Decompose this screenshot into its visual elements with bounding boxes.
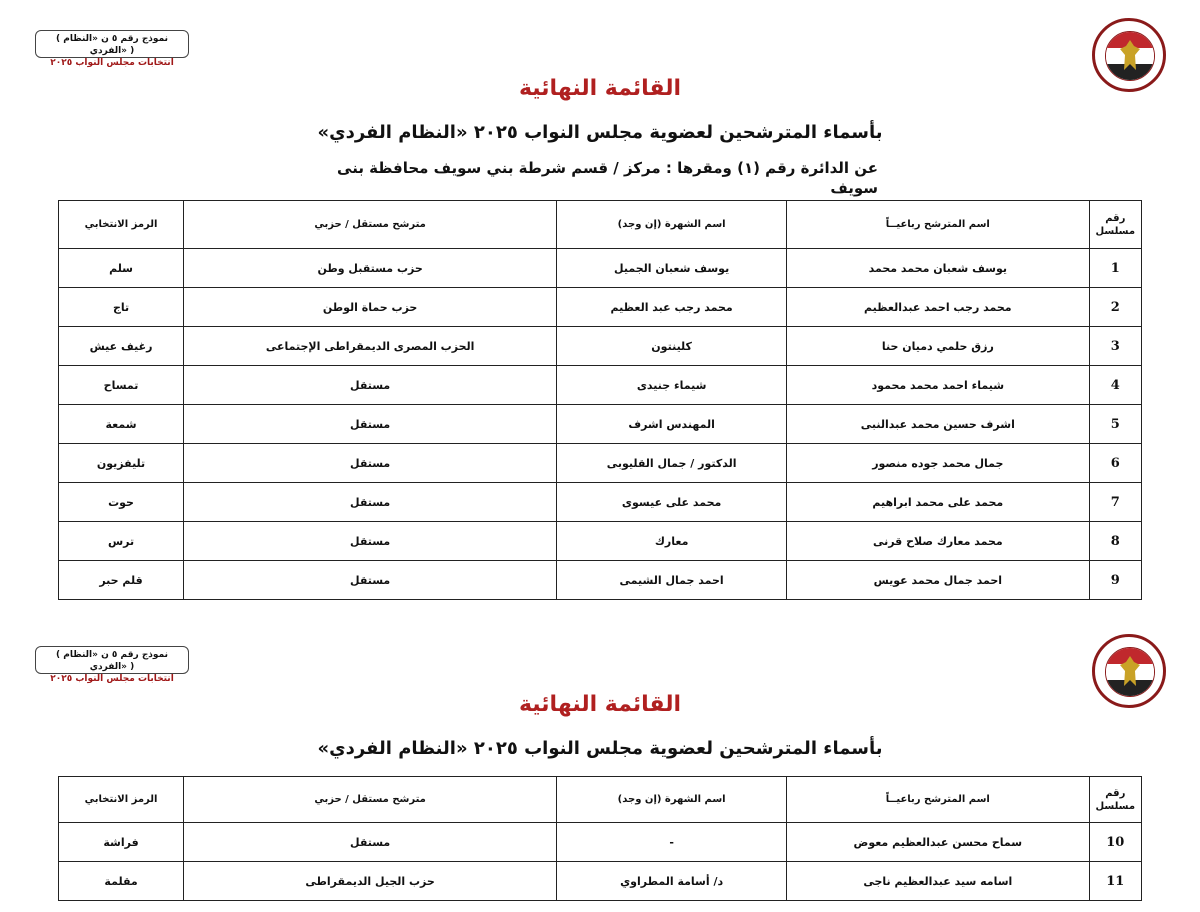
cell-symbol: قلم حبر (59, 561, 184, 600)
page-title-2: القائمة النهائية (518, 692, 682, 717)
district-info: عن الدائرة رقم (١) ومقرها : مركز / قسم شرطة بني سويف محافظة بنى سويف (337, 159, 878, 197)
cell-name: جمال محمد جوده منصور (787, 444, 1090, 483)
cell-symbol: تمساح (59, 366, 184, 405)
form-number-label-2: ( نموذج رقم ٥ ن «النظام الفردي» ) (56, 650, 168, 672)
cell-party: حزب مستقبل وطن (184, 249, 557, 288)
cell-serial: 5 (1089, 405, 1141, 444)
table-row (59, 522, 1142, 561)
table-row (59, 483, 1142, 522)
form-number-label: ( نموذج رقم ٥ ن «النظام الفردي» ) (56, 34, 168, 56)
header-party: مترشح مستقل / حزبي (184, 201, 557, 249)
header-serial: رقم مسلسل (1089, 777, 1141, 823)
cell-name: محمد على محمد ابراهيم (787, 483, 1090, 522)
cell-party: مستقل (184, 366, 557, 405)
table-header-row (59, 201, 1142, 249)
cell-party: حزب الجيل الديمقراطى (184, 862, 557, 901)
cell-known-as: محمد على عيسوى (557, 483, 787, 522)
header-symbol: الرمز الانتخابي (59, 777, 184, 823)
header-known-as: اسم الشهرة (إن وجد) (557, 201, 787, 249)
form-number-box-2 (35, 646, 189, 684)
table-row (59, 366, 1142, 405)
cell-known-as: د/ أسامة المطراوي (557, 862, 787, 901)
cell-serial: 6 (1089, 444, 1141, 483)
cell-serial: 11 (1089, 862, 1141, 901)
cell-name: رزق حلمي دميان حنا (787, 327, 1090, 366)
cell-symbol: مقلمة (59, 862, 184, 901)
cell-known-as: يوسف شعبان الجميل (557, 249, 787, 288)
cell-symbol: فراشة (59, 823, 184, 862)
header-known-as: اسم الشهرة (إن وجد) (557, 777, 787, 823)
cell-name: محمد معارك صلاح قرنى (787, 522, 1090, 561)
cell-name: شيماء احمد محمد محمود (787, 366, 1090, 405)
cell-party: حزب حماة الوطن (184, 288, 557, 327)
cell-party: مستقل (184, 483, 557, 522)
cell-known-as: المهندس اشرف (557, 405, 787, 444)
cell-name: اسامه سيد عبدالعظيم ناجى (787, 862, 1090, 901)
cell-name: اشرف حسين محمد عبدالنبى (787, 405, 1090, 444)
cell-serial: 4 (1089, 366, 1141, 405)
table-row (59, 249, 1142, 288)
cell-symbol: سلم (59, 249, 184, 288)
cell-name: محمد رجب احمد عبدالعظيم (787, 288, 1090, 327)
table-row (59, 405, 1142, 444)
cell-name: يوسف شعبان محمد محمد (787, 249, 1090, 288)
cell-party: مستقل (184, 522, 557, 561)
header-name: اسم المترشح رباعيــاً (787, 777, 1090, 823)
table-row (59, 327, 1142, 366)
cell-symbol: شمعة (59, 405, 184, 444)
cell-name: سماح محسن عبدالعظيم معوض (787, 823, 1090, 862)
cell-symbol: حوت (59, 483, 184, 522)
cell-known-as: كلينتون (557, 327, 787, 366)
cell-party: مستقل (184, 561, 557, 600)
cell-serial: 10 (1089, 823, 1141, 862)
cell-known-as: الدكتور / جمال القليوبى (557, 444, 787, 483)
cell-party: الحزب المصرى الديمقراطى الإجتماعى (184, 327, 557, 366)
table-row (59, 823, 1142, 862)
cell-serial: 3 (1089, 327, 1141, 366)
cell-name: احمد جمال محمد عويس (787, 561, 1090, 600)
candidates-table (58, 200, 1142, 600)
page-subtitle-2: بأسماء المترشحين لعضوية مجلس النواب ٢٠٢٥ «النظام الفردي» (317, 738, 883, 759)
header-serial: رقم مسلسل (1089, 201, 1141, 249)
cell-serial: 8 (1089, 522, 1141, 561)
form-election-label-2: انتخابات مجلس النواب ٢٠٢٥ (50, 674, 174, 684)
page-title: القائمة النهائية (518, 76, 682, 101)
cell-symbol: رغيف عيش (59, 327, 184, 366)
page-subtitle: بأسماء المترشحين لعضوية مجلس النواب ٢٠٢٥ «النظام الفردي» (317, 122, 883, 143)
cell-party: مستقل (184, 405, 557, 444)
cell-serial: 7 (1089, 483, 1141, 522)
candidates-table-2 (58, 776, 1142, 901)
cell-symbol: ترس (59, 522, 184, 561)
form-number-box (35, 30, 189, 68)
cell-serial: 9 (1089, 561, 1141, 600)
table-row (59, 862, 1142, 901)
cell-known-as: احمد جمال الشيمى (557, 561, 787, 600)
cell-known-as: محمد رجب عبد العظيم (557, 288, 787, 327)
table-row (59, 444, 1142, 483)
cell-known-as: معارك (557, 522, 787, 561)
cell-known-as: - (557, 823, 787, 862)
cell-serial: 1 (1089, 249, 1141, 288)
form-election-label: انتخابات مجلس النواب ٢٠٢٥ (50, 58, 174, 68)
cell-symbol: تاج (59, 288, 184, 327)
cell-party: مستقل (184, 444, 557, 483)
cell-known-as: شيماء جنيدى (557, 366, 787, 405)
header-name: اسم المترشح رباعيــاً (787, 201, 1090, 249)
header-party: مترشح مستقل / حزبي (184, 777, 557, 823)
cell-party: مستقل (184, 823, 557, 862)
table-header-row (59, 777, 1142, 823)
cell-serial: 2 (1089, 288, 1141, 327)
header-symbol: الرمز الانتخابي (59, 201, 184, 249)
table-row (59, 288, 1142, 327)
table-row (59, 561, 1142, 600)
cell-symbol: تليفزيون (59, 444, 184, 483)
